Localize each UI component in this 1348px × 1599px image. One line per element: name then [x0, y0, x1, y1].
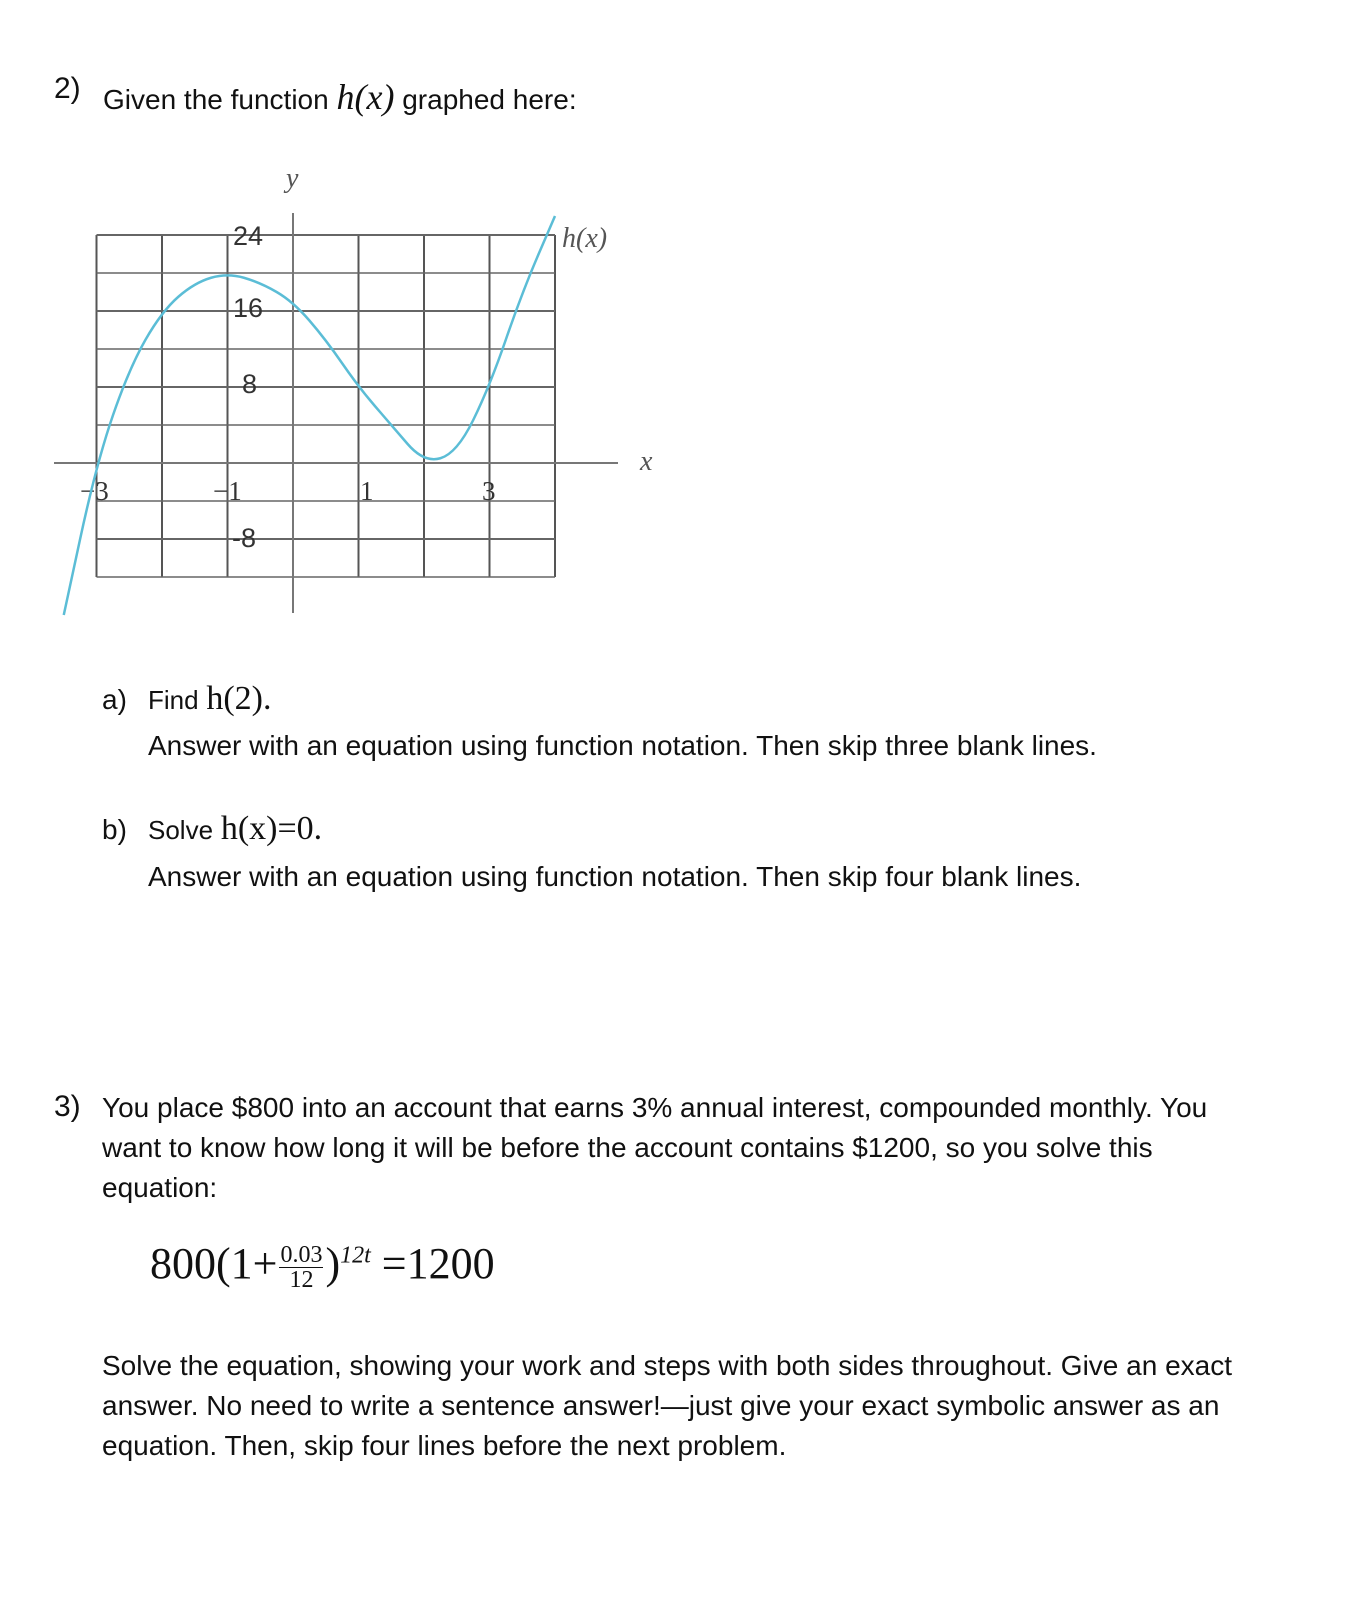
- part-a-label: a): [102, 684, 127, 715]
- function-graph: [50, 155, 670, 625]
- part-b-label: b): [102, 814, 127, 845]
- part-b-expression: h(x)=0.: [220, 810, 323, 847]
- y-tick-24: 24: [233, 221, 264, 251]
- problem-2-function: h(x): [336, 77, 395, 117]
- fraction-numerator: 0.03: [280, 1242, 323, 1269]
- fraction-denominator: 12: [289, 1267, 314, 1294]
- x-axis-label: x: [640, 446, 653, 477]
- part-b-question: [148, 810, 322, 848]
- problem-2-intro: [103, 76, 577, 118]
- part-a-instruction: Answer with an equation using function notation. Then skip three blank lines.: [148, 730, 1097, 761]
- part-a-find: Find: [148, 685, 199, 715]
- part-a-expression: h(2).: [206, 680, 272, 717]
- x-tick-3: 3: [482, 476, 496, 506]
- curve-h-of-x: [64, 216, 555, 615]
- graph-grid: [97, 235, 556, 577]
- y-tick-16: 16: [233, 293, 264, 323]
- problem-3-equation: [150, 1238, 495, 1292]
- equation-close-paren: ): [325, 1239, 341, 1288]
- problem-3-number: 3): [54, 1090, 81, 1123]
- equation-left: 800(1+: [150, 1239, 278, 1288]
- part-a-question: [148, 680, 272, 718]
- equation-right: =1200: [381, 1239, 495, 1288]
- y-tick-neg-8: -8: [232, 523, 257, 553]
- curve-label: h(x): [562, 223, 608, 254]
- x-tick-1: 1: [360, 476, 374, 506]
- equation-exponent: 12t: [340, 1242, 371, 1269]
- y-tick-8: 8: [242, 369, 258, 399]
- y-axis-label: y: [286, 163, 299, 194]
- equation-fraction: [279, 1243, 323, 1292]
- problem-3-text: You place $800 into an account that earns 3% annual interest, compounded monthly. You want to know how long it will be before the account contains $1200, so you solve this equation:: [102, 1092, 1208, 1203]
- problem-2-number: 2): [54, 72, 81, 105]
- problem-2-intro-before: Given the function: [103, 84, 329, 115]
- problem-2-intro-after: graphed here:: [402, 84, 577, 115]
- problem-3-instruction: Solve the equation, showing your work and steps with both sides throughout. Give an exact answer. No need to write a sentence answer!—just give your exact symbolic answer as an equation. Then, skip four lines before the next problem.: [102, 1350, 1233, 1461]
- part-b-solve: Solve: [148, 815, 214, 845]
- x-tick-neg-1: −1: [213, 476, 242, 506]
- x-tick-neg-3: −3: [80, 476, 109, 506]
- part-b-instruction: Answer with an equation using function notation. Then skip four blank lines.: [148, 861, 1082, 892]
